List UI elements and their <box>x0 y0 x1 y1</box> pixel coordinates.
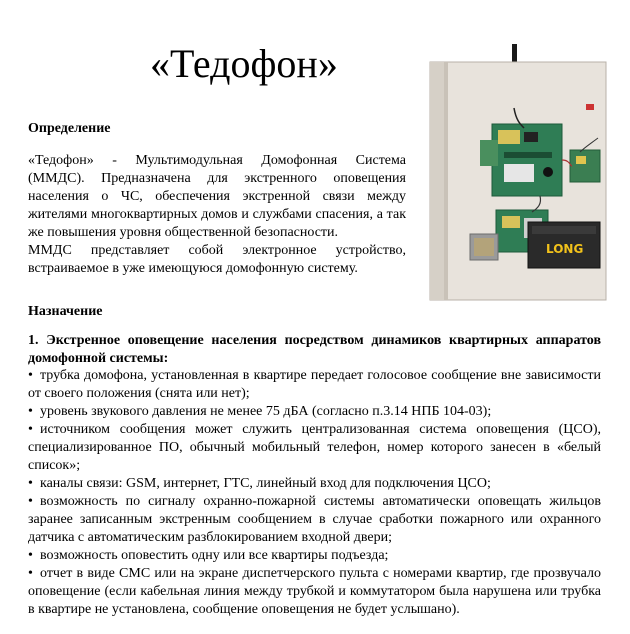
purpose-heading: Назначение <box>28 304 103 319</box>
device-photo <box>420 40 612 302</box>
bullet-icon: • <box>28 476 33 491</box>
bullet-icon: • <box>28 494 33 509</box>
purpose-list <box>28 367 601 619</box>
definition-paragraph-1: «Тедофон» - Мультимодульная Домофонная Система (ММДС). Предназначена для экстренного оповещения населения о ЧС, обеспечения экстренной связи между жителями многоквартирных домов и службами спасения, а так же повышения уровня общественной безопасности. <box>28 153 406 240</box>
circuit-board-side <box>570 150 600 182</box>
list-item: • трубка домофона, установленная в квартире передает голосовое сообщение вне зависимости от своего положения (снята или нет); <box>28 368 601 401</box>
bullet-icon: • <box>28 566 33 581</box>
list-item: • возможность оповестить одну или все квартиры подъезда; <box>28 548 389 563</box>
bullet-icon: • <box>28 548 33 563</box>
definition-heading: Определение <box>28 121 111 136</box>
list-item: • уровень звукового давления не менее 75 дБА (согласно п.3.14 НПБ 104-03); <box>28 404 492 419</box>
bullet-icon: • <box>28 422 33 437</box>
bullet-icon: • <box>28 368 33 383</box>
definition-text <box>28 152 406 278</box>
definition-paragraph-2: ММДС представляет собой электронное устройство, встраиваемое в уже имеющуюся домофонную систему. <box>28 243 406 276</box>
list-item: • отчет в виде СМС или на экране диспетчерского пульта с номерами квартир, где прозвучало оповещение (если кабельная линия между трубкой и коммутатором была нарушена или трубка в квартире не установлена, сообщение оповещения не будет услышано). <box>28 566 601 617</box>
list-item: • возможность по сигналу охранно-пожарной системы автоматически оповещать жильцов заранее записанным экстренным сообщением в случае сработки пожарного или охранного датчика с автоматическим разблокированием входной двери; <box>28 494 601 545</box>
list-item: • источником сообщения может служить централизованная система оповещения (ЦСО), специализированное ПО, обычный мобильный телефон, номер которого занесен в «белый список»; <box>28 422 601 473</box>
list-item: • каналы связи: GSM, интернет, ГТС, линейный вход для подключения ЦСО; <box>28 476 491 491</box>
page-title: «Тедофон» <box>150 41 338 86</box>
bullet-icon: • <box>28 404 33 419</box>
purpose-subheading: 1. Экстренное оповещение населения посредством динамиков квартирных аппаратов домофонной системы: <box>28 333 601 366</box>
battery-label: LONG <box>546 242 584 256</box>
